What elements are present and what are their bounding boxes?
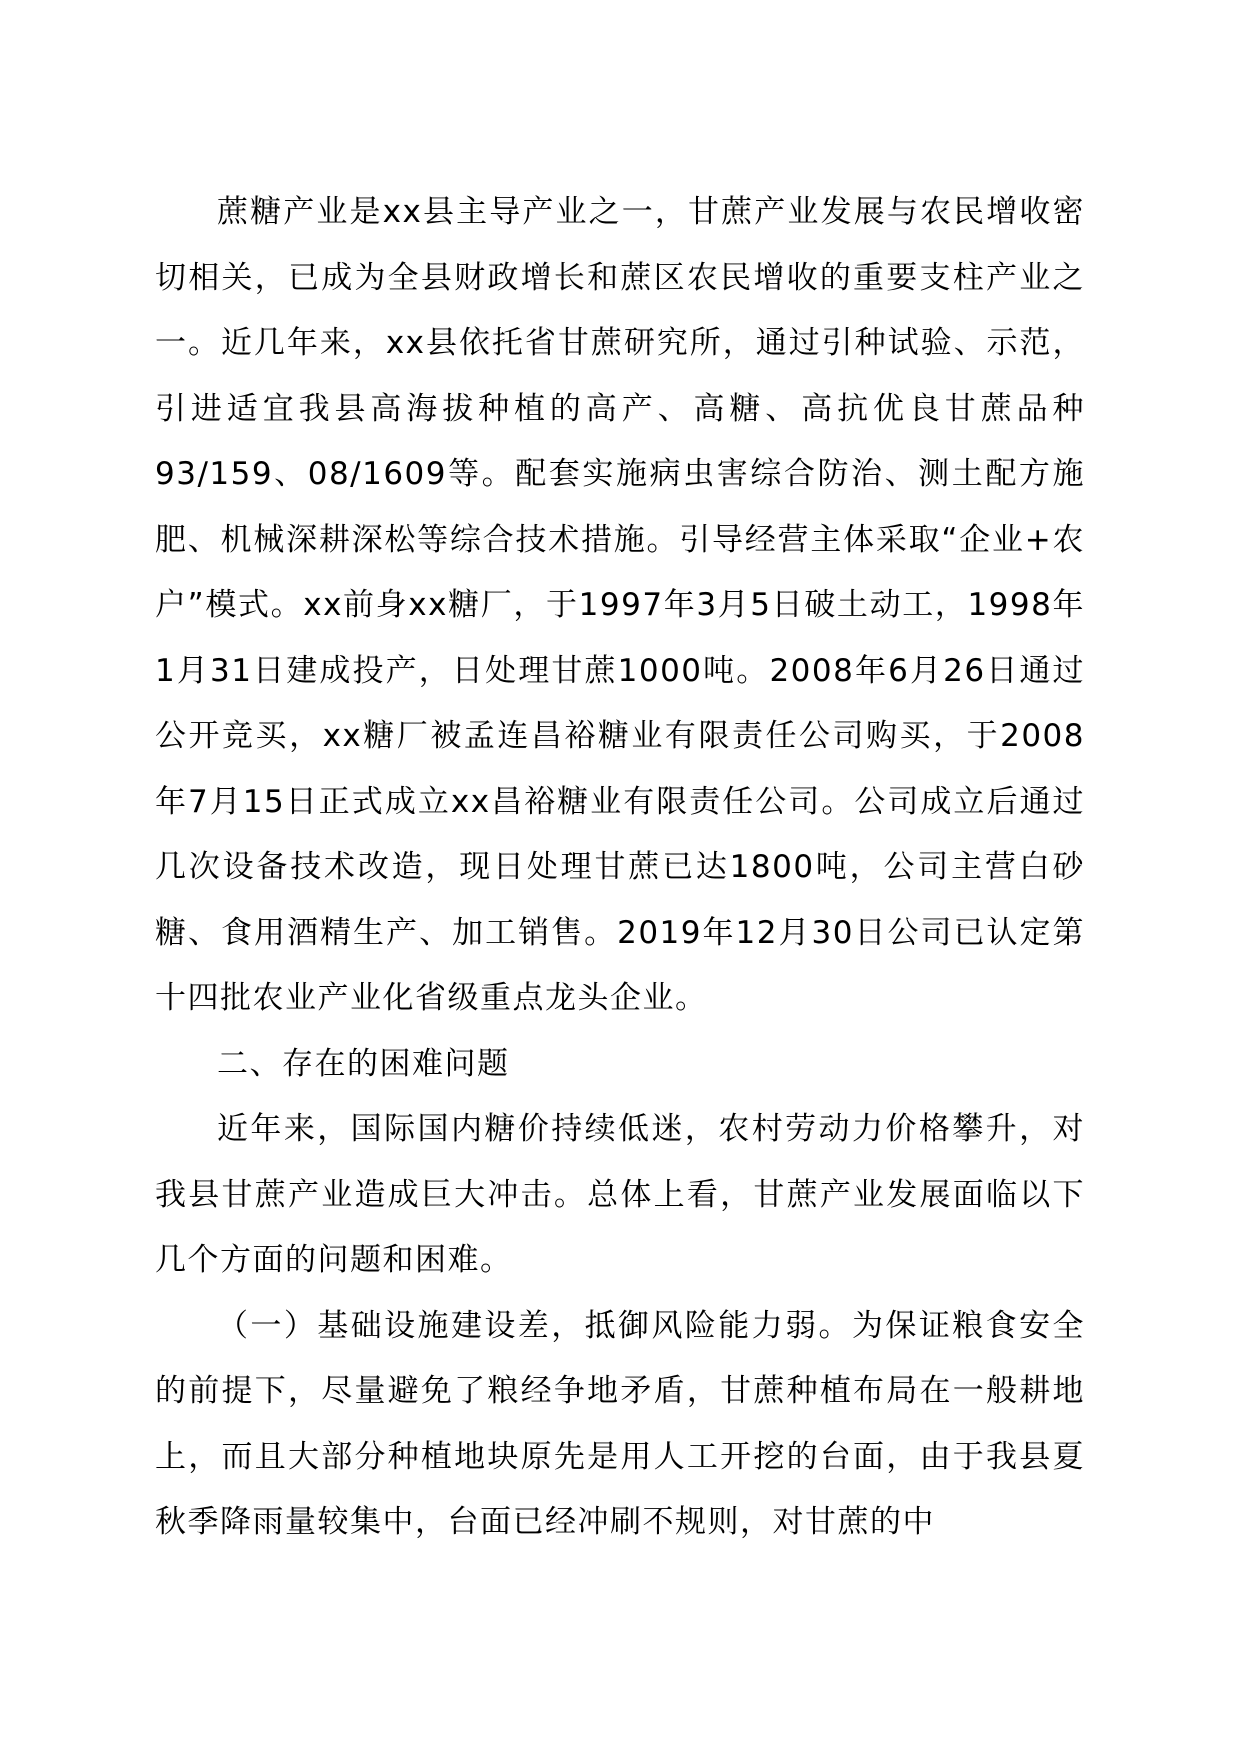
document-body xyxy=(155,180,1085,1556)
section-heading: 二、存在的困难问题 xyxy=(217,1045,510,1082)
paragraph-item-one: （一）基础设施建设差，抵御风险能力弱。为保证粮食安全的前提下，尽量避免了粮经争地矛盾，甘蔗种植布局在一般耕地上，而且大部分种植地块原先是用人工开挖的台面，由于我县夏秋季降雨量较集中，台面已经冲刷不规则，对甘蔗的中 xyxy=(155,1307,1085,1540)
paragraph-intro: 蔗糖产业是xx县主导产业之一，甘蔗产业发展与农民增收密切相关，已成为全县财政增长和蔗区农民增收的重要支柱产业之一。近几年来，xx县依托省甘蔗研究所，通过引种试验、示范，引进适宜我县高海拔种植的高产、高糖、高抗优良甘蔗品种93/159、08/1609等。配套实施病虫害综合防治、测土配方施肥、机械深耕深松等综合技术措施。引导经营主体采取“企业+农户”模式。xx前身xx糖厂，于1997年3月5日破土动工，1998年1月31日建成投产，日处理甘蔗1000吨。2008年6月26日通过公开竞买，xx糖厂被孟连昌裕糖业有限责任公司购买，于2008年7月15日正式成立xx昌裕糖业有限责任公司。公司成立后通过几次设备技术改造，现日处理甘蔗已达1800吨，公司主营白砂糖、食用酒精生产、加工销售。2019年12月30日公司已认定第十四批农业产业化省级重点龙头企业。 xyxy=(155,194,1085,1016)
paragraph-section-intro: 近年来，国际国内糖价持续低迷，农村劳动力价格攀升，对我县甘蔗产业造成巨大冲击。总体上看，甘蔗产业发展面临以下几个方面的问题和困难。 xyxy=(155,1111,1085,1278)
